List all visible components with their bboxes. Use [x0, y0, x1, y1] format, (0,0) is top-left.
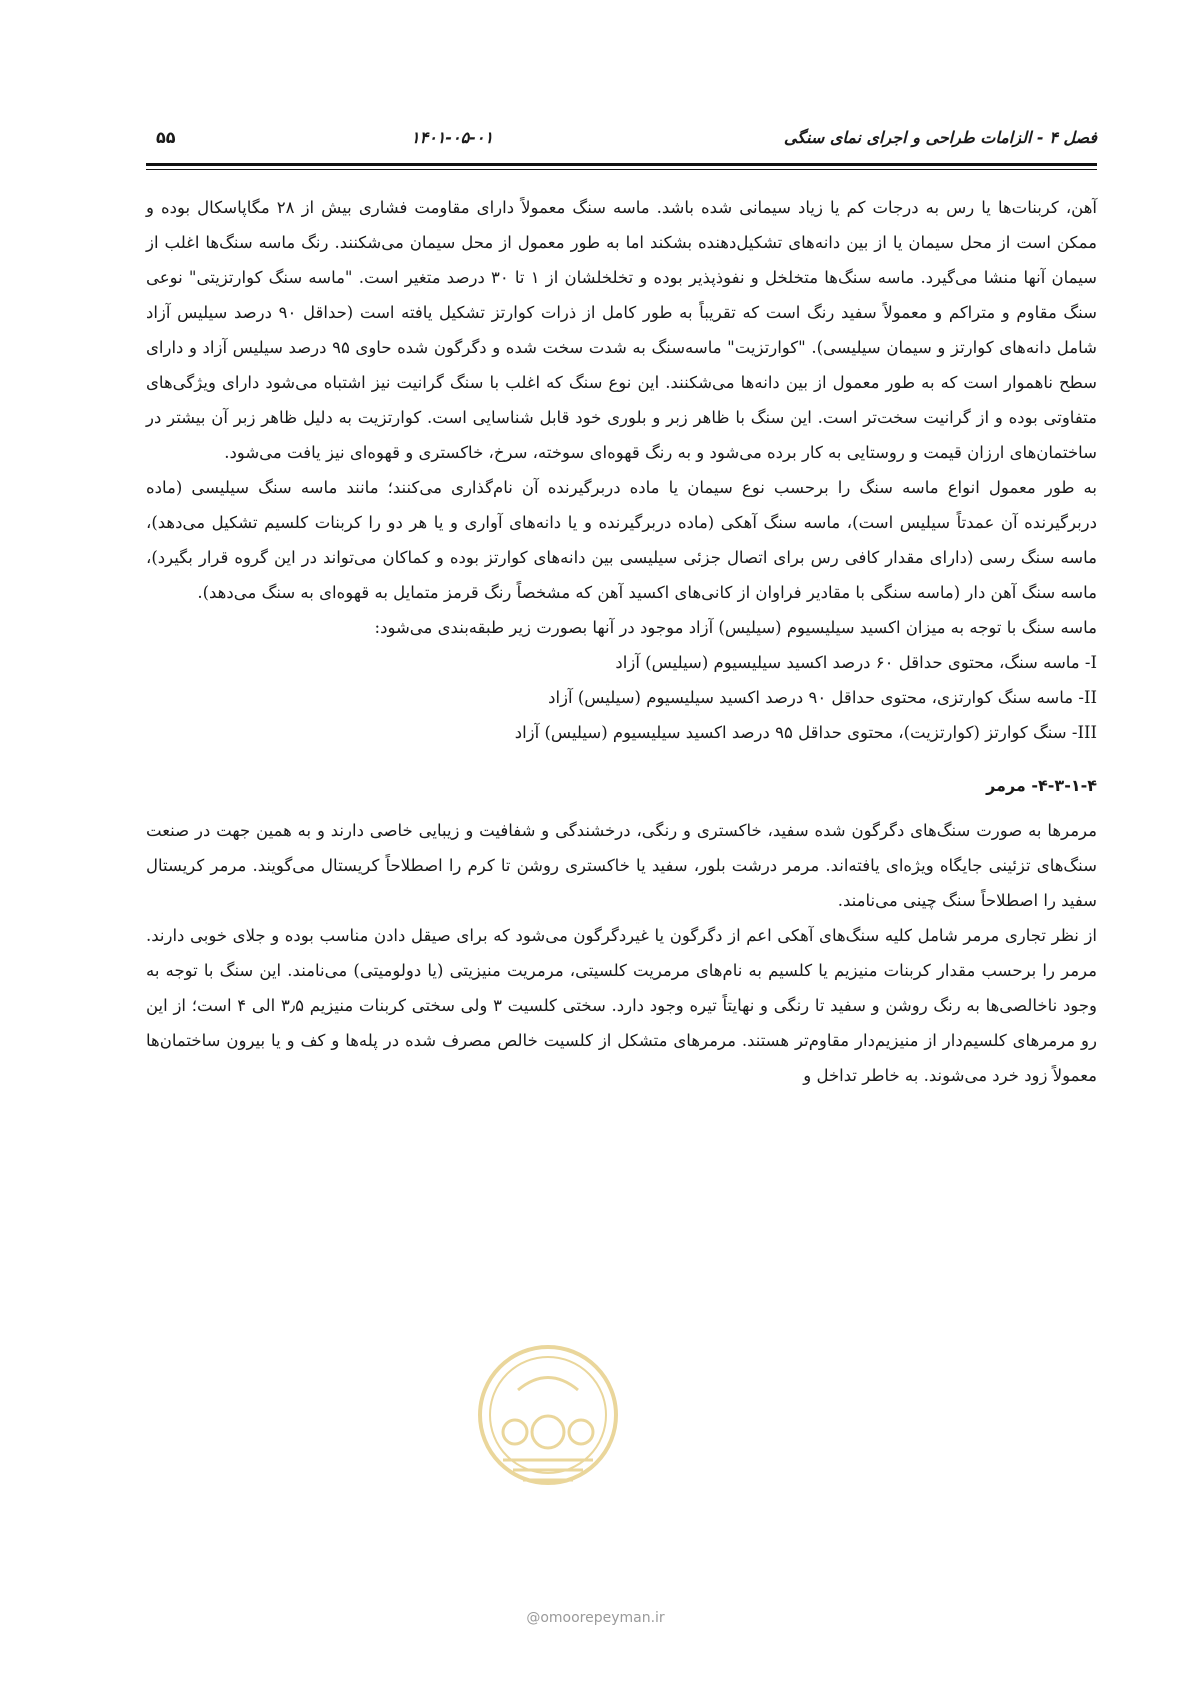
list-item: II- ماسه سنگ کوارتزی، محتوی حداقل ۹۰ درصد اکسید سیلیسیوم (سیلیس) آزاد	[548, 688, 1097, 707]
header-date: ۱۴۰۱-۰۵-۰۱	[411, 128, 494, 147]
paragraph-marble-commercial: از نظر تجاری مرمر شامل کلیه سنگ‌های آهکی اعم از دگرگون یا غیردگرگون می‌شود که برای صیقل دادن مناسب بوده و جلای خوبی دارند. مرمر را برحسب مقدار کربنات منیزیم یا کلسیم به نام‌های مرمریت کلسیتی، مرمریت منیزیتی (یا دولومیتی) می‌نامند. این سنگ با توجه به وجود ناخالصی‌ها به رنگ روشن و سفید تا رنگی و نهایتاً تیره وجود دارد. سختی کلسیت ۳ ولی سختی کربنات منیزیم ۳٫۵ الی ۴ است؛ از این رو مرمرهای کلسیم‌دار از منیزیم‌دار مقاوم‌تر هستند. مرمرهای متشکل از کلسیت خالص مصرف شده در پله‌ها و کف و یا بیرون ساختمان‌ها معمولاً زود خرد می‌شوند. به خاطر تداخل و	[146, 926, 1097, 1085]
page-header	[146, 128, 1097, 158]
header-rule-thin	[146, 169, 1097, 170]
body-text	[146, 190, 1097, 1093]
classification-list	[146, 645, 1097, 750]
header-rule-thick	[146, 163, 1097, 166]
paragraph-sandstone-types: به طور معمول انواع ماسه سنگ را برحسب نوع سیمان یا ماده دربرگیرنده آن نام‌گذاری می‌کنند؛ مانند ماسه سنگ سیلیسی (ماده دربرگیرنده آن عمدتاً سیلیس است)، ماسه سنگ آهکی (ماده دربرگیرنده و یا دانه‌های آواری و یا هر دو را کربنات کلسیم تشکیل می‌دهد)، ماسه سنگ رسی (دارای مقدار کافی رس برای اتصال جزئی سیلیسی بین دانه‌های کوارتز بوده و کماکان می‌تواند در این گروه قرار بگیرد)، ماسه سنگ آهن دار (ماسه سنگی با مقادیر فراوان از کانی‌های اکسید آهن که مشخصاً رنگ قرمز متمایل به قهوه‌ای به سنگ می‌دهد).	[146, 478, 1097, 602]
paragraph-sandstone-properties: آهن، کربنات‌ها یا رس به درجات کم یا زیاد سیمانی شده باشد. ماسه سنگ معمولاً دارای مقاومت فشاری بیش از ۲۸ مگاپاسکال بوده و ممکن است از محل سیمان یا از بین دانه‌های تشکیل‌دهنده بشکند اما به طور معمول از محل سیمان می‌شکنند. رنگ ماسه سنگ‌ها اغلب از سیمان آنها منشا می‌گیرد. ماسه سنگ‌ها متخلخل و نفوذپذیر بوده و تخلخلشان از ۱ تا ۳۰ درصد متغیر است. "ماسه سنگ کوارتزیتی" نوعی سنگ مقاوم و متراکم و معمولاً سفید رنگ است که تقریباً به طور کامل از ذرات کوارتز تشکیل یافته است (حداقل ۹۰ درصد سیلیس آزاد شامل دانه‌های کوارتز و سیمان سیلیسی). "کوارتزیت" ماسه‌سنگ به شدت سخت شده و دگرگون شده حاوی ۹۵ درصد سیلیس آزاد و دارای سطح ناهموار است که به طور معمول از بین دانه‌ها می‌شکنند. این نوع سنگ که اغلب با سنگ گرانیت نیز اشتباه می‌شود دارای ویژگی‌های متفاوتی بوده و از گرانیت سخت‌تر است. این سنگ با ظاهر زبر و بلوری خود قابل شناسایی است. کوارتزیت به دلیل ظاهر زبر آن بیشتر در ساختمان‌های ارزان قیمت و روستایی به کار برده می‌شود و به رنگ قهوه‌ای سوخته، سرخ، خاکستری و قهوه‌ای نیز یافت می‌شود.	[146, 198, 1097, 462]
paragraph-classification-intro: ماسه سنگ با توجه به میزان اکسید سیلیسیوم (سیلیس) آزاد موجود در آنها بصورت زیر طبقه‌بندی می‌شود:	[374, 618, 1097, 637]
seal-logo-icon	[473, 1340, 623, 1500]
list-item: I- ماسه سنگ، محتوی حداقل ۶۰ درصد اکسید سیلیسیوم (سیلیس) آزاد	[615, 653, 1097, 672]
section-heading: ۴-۳-۱-۴- مرمر	[986, 776, 1097, 795]
watermark-site-text: @omoorepeyman.ir	[526, 1610, 665, 1626]
list-item: III- سنگ کوارتز (کوارتزیت)، محتوی حداقل ۹۵ درصد اکسید سیلیسیوم (سیلیس) آزاد	[514, 723, 1097, 742]
page-number: ۵۵	[156, 128, 176, 147]
paragraph-marble-intro: مرمرها به صورت سنگ‌های دگرگون شده سفید، خاکستری و رنگی، درخشندگی و شفافیت و زیبایی خاصی دارند و به همین جهت در صنعت سنگ‌های تزئینی جایگاه ویژه‌ای یافته‌اند. مرمر درشت بلور، سفید یا خاکستری روشن تا کرم را اصطلاحاً کریستال می‌گویند. مرمر کریستال سفید را اصطلاحاً سنگ چینی می‌نامند.	[146, 821, 1097, 910]
chapter-title: فصل ۴ - الزامات طراحی و اجرای نمای سنگی	[783, 128, 1097, 147]
